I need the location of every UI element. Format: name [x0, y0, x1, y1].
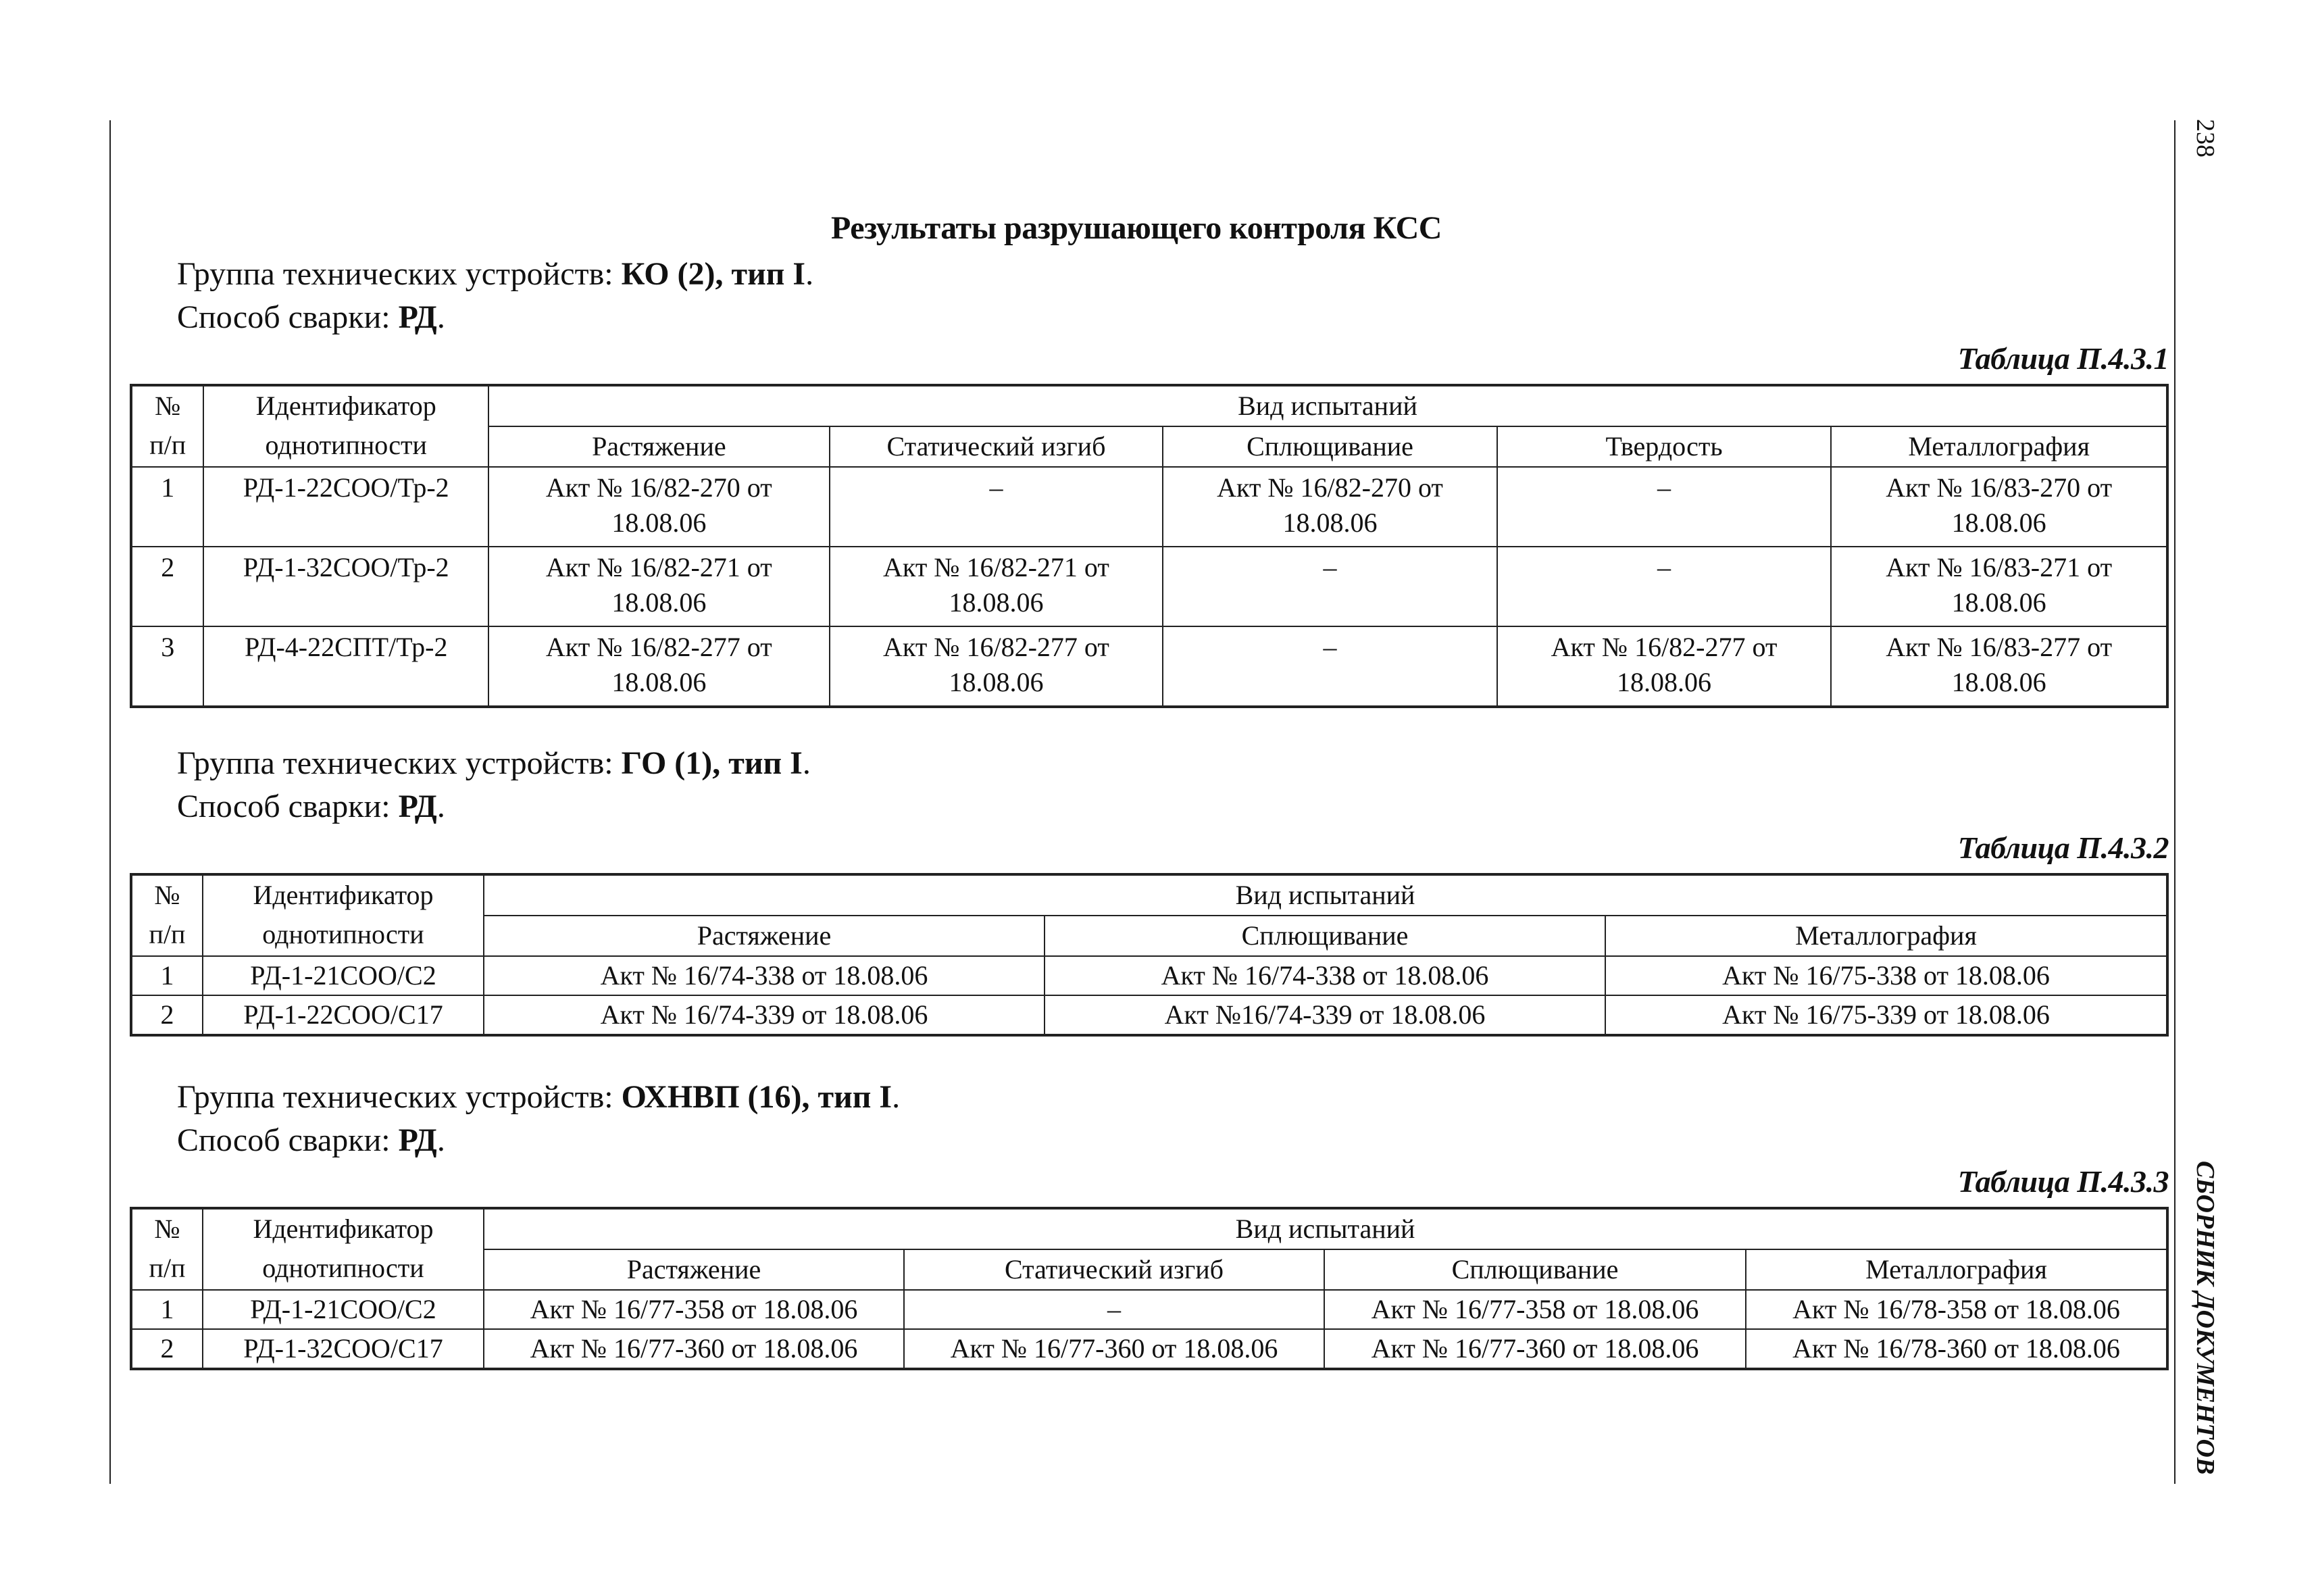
table-cell: Акт № 16/75-339 от 18.08.06 [1605, 995, 2167, 1035]
header-test-types: Вид испытаний [488, 385, 2167, 426]
row-number: 2 [131, 995, 203, 1035]
table-cell: Акт № 16/77-360 от 18.08.06 [904, 1329, 1324, 1369]
table-cell: Акт № 16/82-277 от 18.08.06 [1497, 626, 1832, 707]
column-header: Металлография [1746, 1249, 2167, 1290]
results-table-2 [130, 873, 2169, 1037]
row-number: 3 [131, 626, 203, 707]
table-cell: Акт № 16/77-360 от 18.08.06 [1324, 1329, 1746, 1369]
page-number: 238 [2191, 119, 2219, 157]
right-margin-rule [2174, 120, 2175, 1484]
row-identifier: РД-1-22СОО/С17 [203, 995, 484, 1035]
table-cell: Акт № 16/75-338 от 18.08.06 [1605, 956, 2167, 995]
table-cell: Акт № 16/83-270 от 18.08.06 [1831, 467, 2167, 547]
column-header: Сплющивание [1163, 426, 1497, 467]
table-cell: Акт № 16/77-360 от 18.08.06 [484, 1329, 904, 1369]
table-row [131, 995, 2167, 1035]
row-identifier: РД-1-32СОО/Тр-2 [203, 547, 488, 626]
table-row [131, 626, 2167, 707]
table-cell: Акт № 16/83-271 от 18.08.06 [1831, 547, 2167, 626]
results-table-1 [130, 384, 2169, 708]
results-table-3 [130, 1207, 2169, 1370]
table-caption-3: Таблица П.4.3.3 [1957, 1164, 2169, 1199]
row-number: 1 [131, 467, 203, 547]
table-row [131, 956, 2167, 995]
table-row [131, 467, 2167, 547]
header-num: № п/п [131, 874, 203, 956]
column-header: Статический изгиб [830, 426, 1163, 467]
column-header: Растяжение [488, 426, 830, 467]
table-cell: – [1163, 547, 1497, 626]
running-title: СБОРНИК ДОКУМЕНТОВ [2191, 1161, 2219, 1475]
page-title: Результаты разрушающего контроля КСС [831, 210, 1442, 246]
table-cell: – [1163, 626, 1497, 707]
group-line-1: Группа технических устройств: КО (2), тип I. [177, 256, 814, 292]
table-cell: Акт № 16/78-358 от 18.08.06 [1746, 1290, 2167, 1329]
table-cell: Акт № 16/82-271 от 18.08.06 [488, 547, 830, 626]
table-caption-1: Таблица П.4.3.1 [1957, 341, 2169, 376]
table-cell: Акт № 16/83-277 от 18.08.06 [1831, 626, 2167, 707]
table-cell: – [1497, 467, 1832, 547]
method-line-1: Способ сварки: РД. [177, 299, 445, 335]
row-identifier: РД-4-22СПТ/Тр-2 [203, 626, 488, 707]
table-row [131, 547, 2167, 626]
column-header: Сплющивание [1045, 916, 1605, 956]
group-line-3: Группа технических устройств: ОХНВП (16), тип I. [177, 1079, 901, 1115]
table-row [131, 1329, 2167, 1369]
table-cell: Акт № 16/74-339 от 18.08.06 [484, 995, 1045, 1035]
column-header: Сплющивание [1324, 1249, 1746, 1290]
table-cell: Акт № 16/82-277 от 18.08.06 [830, 626, 1163, 707]
method-line-3: Способ сварки: РД. [177, 1122, 445, 1158]
row-identifier: РД-1-21СОО/С2 [203, 956, 484, 995]
column-header: Растяжение [484, 1249, 904, 1290]
column-header: Твердость [1497, 426, 1832, 467]
table-cell: – [904, 1290, 1324, 1329]
method-line-2: Способ сварки: РД. [177, 789, 445, 824]
header-identifier: Идентификатор однотипности [203, 1208, 484, 1290]
header-test-types: Вид испытаний [484, 1208, 2167, 1249]
row-identifier: РД-1-21СОО/С2 [203, 1290, 484, 1329]
table-cell: Акт № 16/82-270 от 18.08.06 [488, 467, 830, 547]
column-header: Статический изгиб [904, 1249, 1324, 1290]
table-caption-2: Таблица П.4.3.2 [1957, 830, 2169, 865]
table-cell: Акт № 16/77-358 от 18.08.06 [1324, 1290, 1746, 1329]
header-num: № п/п [131, 1208, 203, 1290]
table-cell: Акт № 16/74-338 от 18.08.06 [484, 956, 1045, 995]
left-margin-rule [109, 120, 111, 1484]
column-header: Растяжение [484, 916, 1045, 956]
row-number: 1 [131, 1290, 203, 1329]
table-cell: Акт № 16/82-270 от 18.08.06 [1163, 467, 1497, 547]
row-number: 2 [131, 1329, 203, 1369]
row-identifier: РД-1-22СОО/Тр-2 [203, 467, 488, 547]
header-num: № п/п [131, 385, 203, 467]
header-identifier: Идентификатор однотипности [203, 385, 488, 467]
table-cell: Акт № 16/78-360 от 18.08.06 [1746, 1329, 2167, 1369]
row-identifier: РД-1-32СОО/С17 [203, 1329, 484, 1369]
table-cell: Акт № 16/82-271 от 18.08.06 [830, 547, 1163, 626]
column-header: Металлография [1605, 916, 2167, 956]
column-header: Металлография [1831, 426, 2167, 467]
table-cell: – [1497, 547, 1832, 626]
table-cell: Акт №16/74-339 от 18.08.06 [1045, 995, 1605, 1035]
table-cell: Акт № 16/82-277 от 18.08.06 [488, 626, 830, 707]
group-line-2: Группа технических устройств: ГО (1), тип I. [177, 745, 811, 781]
row-number: 1 [131, 956, 203, 995]
row-number: 2 [131, 547, 203, 626]
table-cell: Акт № 16/74-338 от 18.08.06 [1045, 956, 1605, 995]
table-cell: – [830, 467, 1163, 547]
table-row [131, 1290, 2167, 1329]
header-test-types: Вид испытаний [484, 874, 2167, 916]
table-cell: Акт № 16/77-358 от 18.08.06 [484, 1290, 904, 1329]
header-identifier: Идентификатор однотипности [203, 874, 484, 956]
